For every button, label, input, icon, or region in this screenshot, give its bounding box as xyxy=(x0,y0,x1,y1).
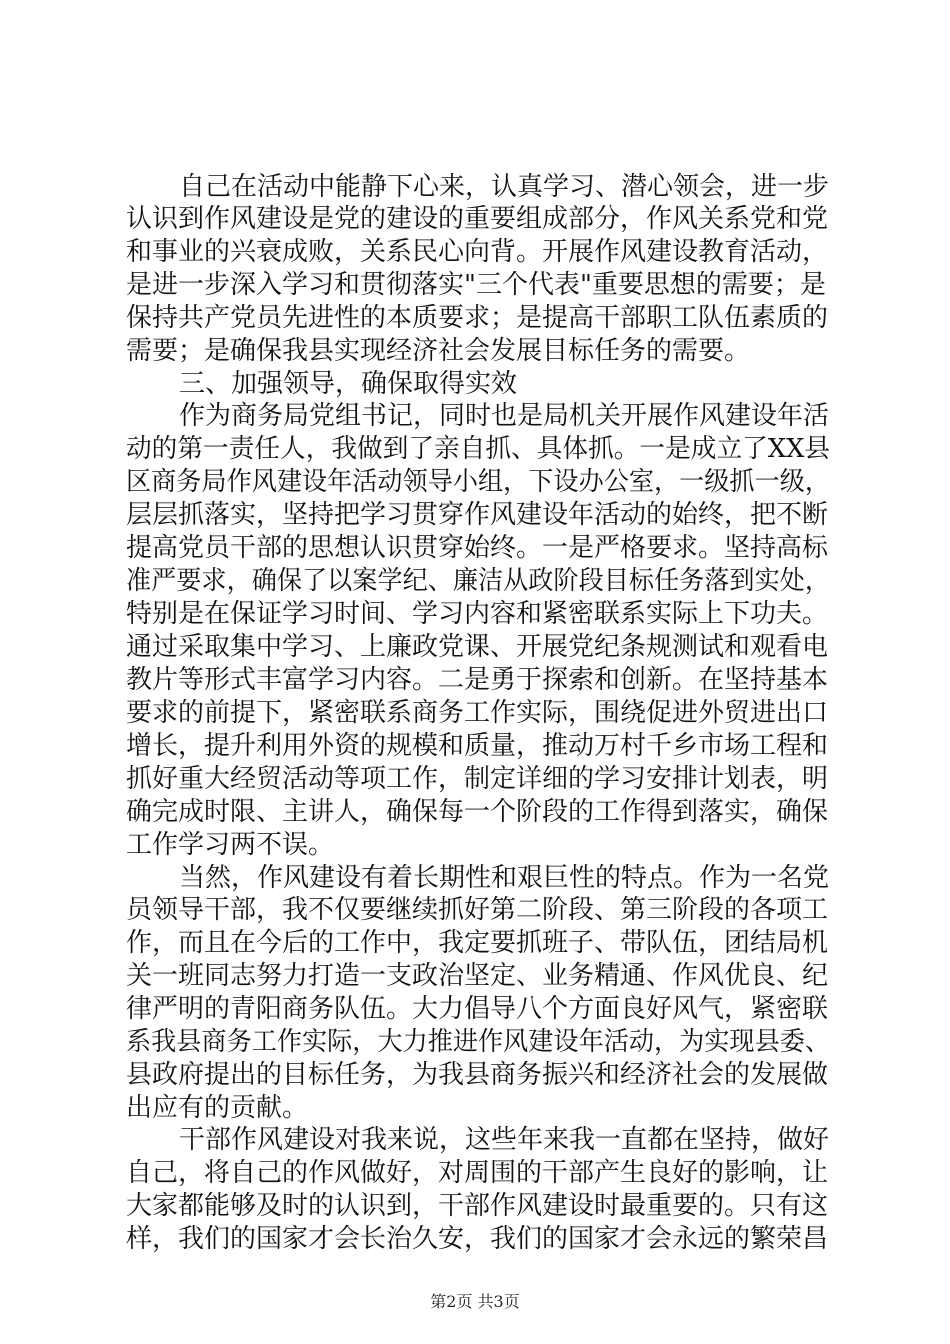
paragraph-line: 准严要求，确保了以案学纪、廉洁从政阶段目标任务落到实处， xyxy=(126,566,831,596)
paragraph-line: 教片等形式丰富学习内容。二是勇于探索和创新。在坚持基本 xyxy=(126,665,829,695)
paragraph-line: 区商务局作风建设年活动领导小组，下设办公室，一级抓一级， xyxy=(126,467,831,497)
paragraph-line: 县政府提出的目标任务，为我县商务振兴和经济社会的发展做 xyxy=(126,1060,829,1090)
paragraph-first-line: 当然，作风建设有着长期性和艰巨性的特点。作为一名党 xyxy=(179,863,830,893)
section-heading: 三、加强领导，确保取得实效 xyxy=(179,369,518,399)
paragraph-line: 保持共产党员先进性的本质要求；是提高干部职工队伍素质的 xyxy=(126,303,829,333)
paragraph-line: 作，而且在今后的工作中，我定要抓班子、带队伍，团结局机 xyxy=(126,928,829,958)
paragraph-line: 层层抓落实，坚持把学习贯穿作风建设年活动的始终，把不断 xyxy=(126,500,829,530)
paragraph-line: 认识到作风建设是党的建设的重要组成部分，作风关系党和党 xyxy=(126,204,829,234)
paragraph-line: 系我县商务工作实际，大力推进作风建设年活动，为实现县委、 xyxy=(126,1027,831,1057)
paragraph-line: 要求的前提下，紧密联系商务工作实际，围绕促进外贸进出口 xyxy=(126,698,829,728)
paragraph-first-line: 作为商务局党组书记，同时也是局机关开展作风建设年活 xyxy=(179,401,830,431)
paragraph-first-line: 自己在活动中能静下心来，认真学习、潜心领会，进一步 xyxy=(179,172,830,202)
paragraph-line: 样，我们的国家才会长治久安，我们的国家才会永远的繁荣昌 xyxy=(126,1224,829,1254)
paragraph-first-line: 干部作风建设对我来说，这些年来我一直都在坚持，做好 xyxy=(179,1125,830,1155)
paragraph-line: 是进一步深入学习和贯彻落实"三个代表"重要思想的需要；是 xyxy=(126,270,826,300)
paragraph-line: 大家都能够及时的认识到，干部作风建设时最重要的。只有这 xyxy=(126,1191,829,1221)
page-number-footer: 第2页 共3页 xyxy=(430,1292,520,1311)
paragraph-line: 抓好重大经贸活动等项工作，制定详细的学习安排计划表，明 xyxy=(126,764,829,794)
paragraph-line: 关一班同志努力打造一支政治坚定、业务精通、作风优良、纪 xyxy=(126,961,829,991)
paragraph-line: 特别是在保证学习时间、学习内容和紧密联系实际上下功夫。 xyxy=(126,599,829,629)
paragraph-line: 自己，将自己的作风做好，对周围的干部产生良好的影响，让 xyxy=(126,1158,829,1188)
paragraph-line: 工作学习两不误。 xyxy=(126,830,335,860)
paragraph-line: 通过采取集中学习、上廉政党课、开展党纪条规测试和观看电 xyxy=(126,632,829,662)
paragraph-line: 动的第一责任人，我做到了亲自抓、具体抓。一是成立了XX县 xyxy=(126,434,831,464)
paragraph-line: 确完成时限、主讲人，确保每一个阶段的工作得到落实，确保 xyxy=(126,797,829,827)
paragraph-line: 需要；是确保我县实现经济社会发展目标任务的需要。 xyxy=(126,336,751,366)
paragraph-line: 和事业的兴衰成败，关系民心向背。开展作风建设教育活动， xyxy=(126,237,829,267)
paragraph-line: 增长，提升利用外资的规模和质量，推动万村千乡市场工程和 xyxy=(126,731,829,761)
paragraph-line: 律严明的青阳商务队伍。大力倡导八个方面良好风气，紧密联 xyxy=(126,994,829,1024)
paragraph-line: 员领导干部，我不仅要继续抓好第二阶段、第三阶段的各项工 xyxy=(126,895,829,925)
paragraph-line: 提高党员干部的思想认识贯穿始终。一是严格要求。坚持高标 xyxy=(126,533,829,563)
paragraph-line: 出应有的贡献。 xyxy=(126,1093,309,1123)
